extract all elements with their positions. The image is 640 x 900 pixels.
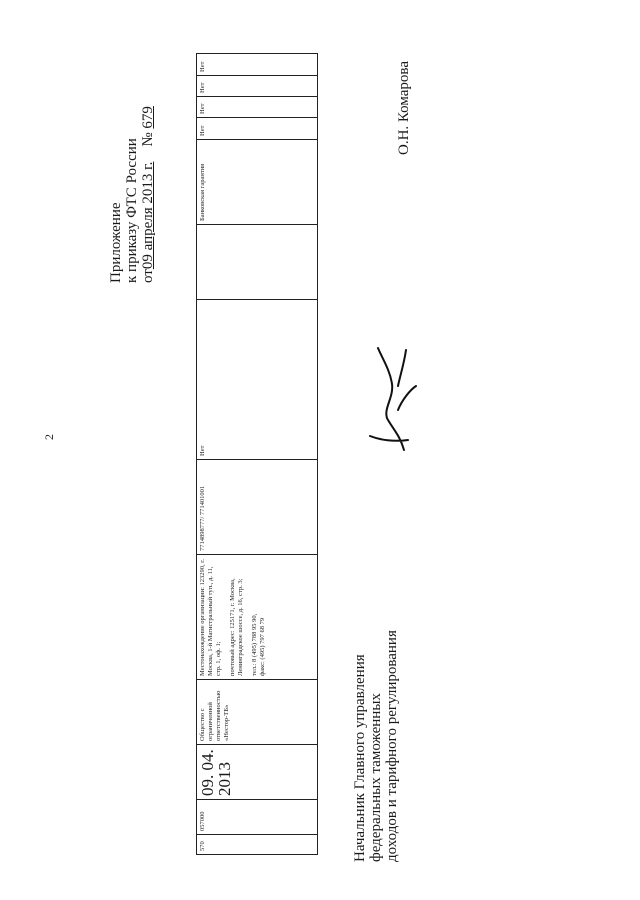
signatory-title bbox=[352, 592, 400, 862]
order-header bbox=[108, 53, 156, 283]
address-text: Местонахождение организации: 123290, г. Москва, 1-й Магистральный туп., д. 11, стр. 1, оф. 1; bbox=[199, 559, 222, 676]
cell-address bbox=[197, 554, 317, 679]
registry-table-row bbox=[196, 53, 318, 855]
title-line-1: Начальник Главного управления bbox=[352, 654, 368, 862]
cell-no-1: Нет bbox=[197, 299, 317, 459]
title-line-3: доходов и тарифного регулирования bbox=[384, 630, 400, 862]
cell-empty-1 bbox=[197, 224, 317, 299]
cell-no-4: Нет bbox=[197, 75, 317, 96]
cell-inn: 7714898777/ 771401001 bbox=[197, 459, 317, 554]
cell-code: 057000 bbox=[197, 799, 317, 834]
date-prefix: от bbox=[140, 269, 156, 283]
cell-no-2: Нет bbox=[197, 117, 317, 139]
header-line-2: к приказу ФТС России bbox=[124, 138, 140, 283]
title-line-2: федеральных таможенных bbox=[368, 693, 384, 862]
cell-number: 570 bbox=[197, 834, 317, 854]
postal-text: почтовый адрес: 125171, г. Москва, Ленинградское шоссе, д. 16, стр. 3; bbox=[229, 578, 244, 676]
header-date-line bbox=[140, 53, 156, 283]
page-number: 2 bbox=[42, 434, 56, 440]
cell-date: 09. 04. 2013 bbox=[197, 744, 317, 799]
handwritten-signature bbox=[360, 340, 430, 460]
cell-bank-guarantee: Банковская гарантия bbox=[197, 139, 317, 224]
phone-text: тел.: 8 (495) 788 95 90, bbox=[251, 613, 258, 676]
cell-no-3: Нет bbox=[197, 96, 317, 117]
header-line-1: Приложение bbox=[108, 202, 124, 283]
order-date: 09 апреля 2013 г. bbox=[140, 161, 156, 270]
cell-organization: Общество с ограниченной ответственностью «Нестор-ТБ» bbox=[197, 679, 317, 744]
order-number: 679 bbox=[140, 106, 156, 129]
number-prefix: № bbox=[140, 132, 156, 147]
fax-text: факс: (495) 797 68 79 bbox=[259, 617, 266, 676]
cell-no-5: Нет bbox=[199, 61, 206, 72]
signatory-name: О.Н. Комарова bbox=[396, 61, 412, 155]
